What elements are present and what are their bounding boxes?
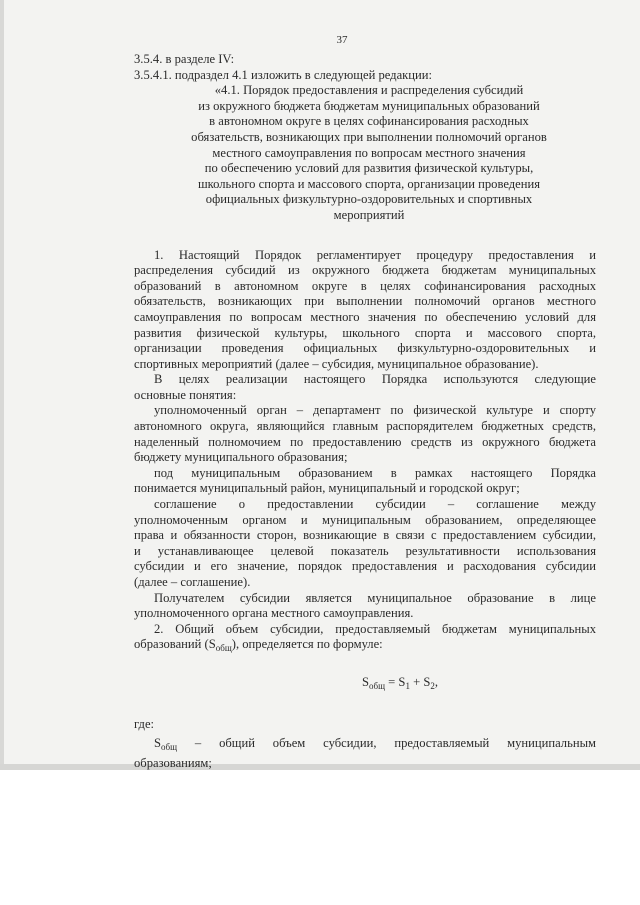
paragraph-line: развития физической культуры, школьного спорта и массового спорта,: [134, 325, 596, 340]
paragraph-line: и устанавливающее целевой показатель результативности использования: [134, 543, 596, 558]
paragraph-line: наделенный полномочием по предоставлению средств из окружного бюджета: [134, 434, 596, 449]
paragraph-3: [134, 403, 596, 465]
paragraph-line: права и обязанности сторон, возникающие в связи с предоставлением субсидии,: [134, 528, 596, 543]
scan-left-edge: [0, 0, 4, 770]
paragraph-line: распределения субсидий из окружного бюджета бюджетам муниципальных: [134, 263, 596, 278]
paragraph-line: уполномоченного органа местного самоуправления.: [134, 606, 414, 621]
definition-paragraph: [134, 736, 596, 770]
paragraph-1: [134, 248, 596, 373]
paragraph-line: [134, 637, 596, 657]
formula-text: = S: [385, 674, 406, 689]
formula: [134, 675, 596, 695]
paragraph-line: автономного округа, являющийся главным распорядителем бюджетных средств,: [134, 419, 596, 434]
heading-line: по обеспечению условий для развития физической культуры,: [204, 161, 534, 176]
paragraph-line: бюджету муниципального образования;: [134, 450, 348, 465]
heading-line: местного самоуправления по вопросам местного значения: [212, 145, 526, 160]
subscript: 2: [430, 680, 435, 691]
subscript: общ: [369, 680, 386, 691]
definition: [134, 736, 596, 770]
section-heading: [134, 83, 596, 223]
document-content: [134, 52, 596, 770]
formula-text: + S: [409, 674, 431, 689]
formula-text: ,: [434, 674, 438, 689]
formula-symbol: S: [154, 736, 162, 751]
paragraph-line: субсидии и его значение, порядок предоставления и расходования субсидии: [134, 559, 596, 574]
subscript: общ: [215, 643, 232, 654]
page-number: 37: [336, 34, 348, 46]
definition-text: – общий объем субсидии, предоставляемый муниципальным: [177, 736, 596, 751]
paragraph-line: самоуправления по вопросам местного значения по обеспечению условий для: [134, 309, 596, 324]
heading-line: «4.1. Порядок предоставления и распределения субсидий: [214, 83, 524, 98]
paragraph-line: уполномоченным органом и муниципальным образованием, определяющее: [134, 512, 596, 527]
heading-line: обязательств, возникающих при выполнении полномочий органов: [191, 129, 547, 144]
formula-symbol: S: [362, 674, 370, 689]
paragraph-line: 2. Общий объем субсидии, предоставляемый бюджетам муниципальных: [154, 621, 596, 636]
paragraph-line: под муниципальным образованием в рамках настоящего Порядка: [154, 465, 596, 480]
subscript: общ: [161, 742, 178, 753]
heading-line: школьного спорта и массового спорта, организации проведения: [197, 176, 541, 191]
intro-line-1: 3.5.4. в разделе IV:: [134, 52, 235, 66]
formula-ref-text: образований (S: [134, 637, 216, 652]
paragraph-line: обязательств, возникающих при выполнении полномочий органов местного: [134, 294, 596, 309]
heading-line: официальных физкультурно-оздоровительных и спортивных: [205, 192, 533, 207]
paragraph-line: соглашение о предоставлении субсидии – соглашение между: [154, 497, 596, 512]
paragraph-line: Получателем субсидии является муниципальное образование в лице: [154, 590, 596, 605]
paragraph-7: [134, 622, 596, 657]
paragraph-line: организации проведения официальных физкультурно-оздоровительных и: [134, 341, 596, 356]
paragraph-line: образованиям;: [134, 755, 212, 770]
paragraph-line: образований в автономном округе в целях софинансирования расходных: [134, 278, 596, 293]
paragraph-2: [134, 372, 596, 403]
formula-ref-text: ), определяется по формуле:: [231, 637, 383, 652]
paragraph-line: 1. Настоящий Порядок регламентирует процедуру предоставления и: [154, 247, 596, 262]
paragraph-line: В целях реализации настоящего Порядка используются следующие: [154, 372, 596, 387]
paragraph-4: [134, 466, 596, 497]
paragraph-line: [134, 736, 596, 756]
paragraph-6: [134, 591, 596, 622]
paragraph-5: [134, 497, 596, 591]
paragraph-line: понимается муниципальный район, муниципальный и городской округ;: [134, 481, 520, 496]
paragraph-line: уполномоченный орган – департамент по физической культуре и спорту: [154, 403, 596, 418]
heading-line: в автономном округе в целях софинансирования расходных: [209, 114, 529, 129]
heading-line: из окружного бюджета бюджетам муниципальных образований: [198, 98, 540, 113]
heading-line: мероприятий: [333, 207, 405, 222]
subscript: 1: [405, 680, 410, 691]
where-label: где:: [134, 716, 155, 731]
document-body: [134, 248, 596, 657]
paragraph-line: основные понятия:: [134, 387, 237, 402]
paragraph-line: (далее – соглашение).: [134, 575, 251, 589]
paragraph-line: спортивных мероприятий (далее – субсидия, муниципальное образование).: [134, 356, 539, 371]
intro-line-2: 3.5.4.1. подраздел 4.1 изложить в следующей редакции:: [134, 67, 433, 82]
